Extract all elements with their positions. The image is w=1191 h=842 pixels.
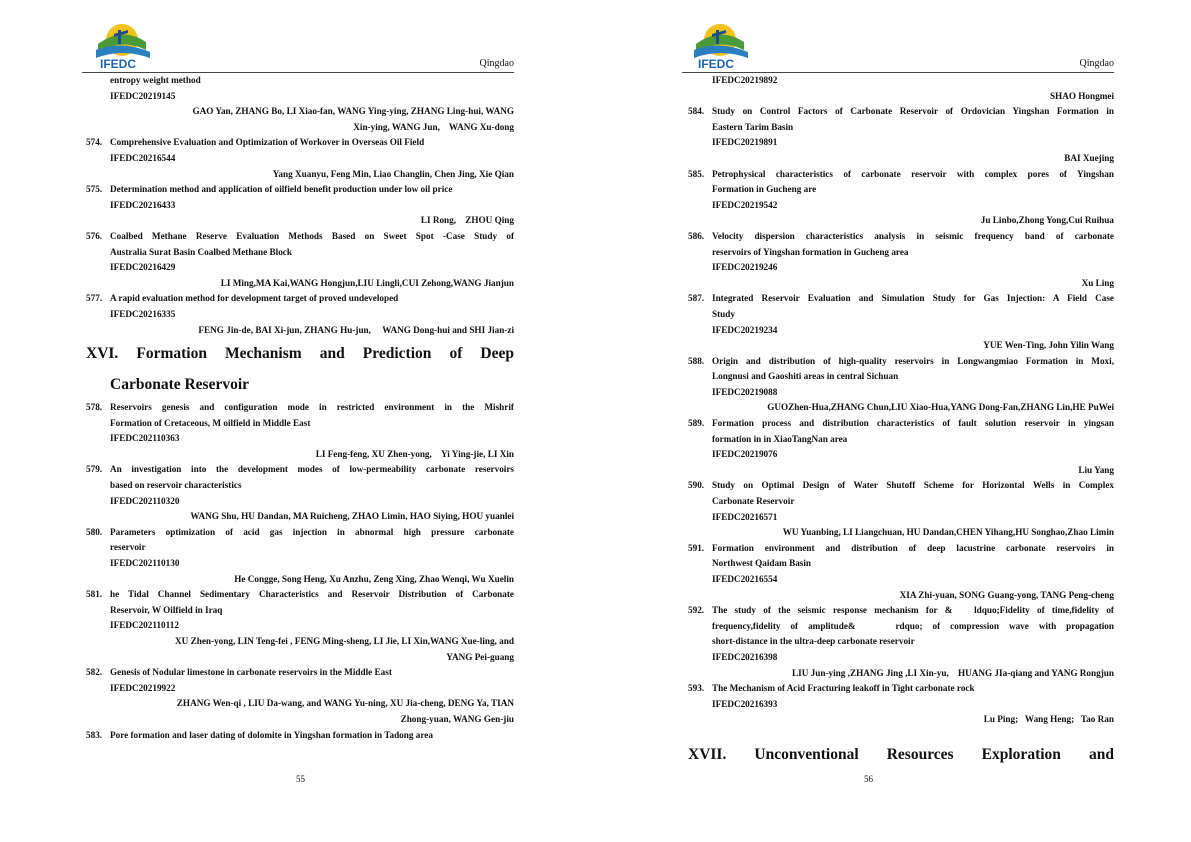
entry-authors: Yang Xuanyu, Feng Min, Liao Changlin, Chen Jing, Xie Qian xyxy=(272,168,514,179)
entry-paper-id: IFEDC20219246 xyxy=(712,262,778,273)
entry-text-line: entropy weight method xyxy=(110,75,201,85)
entry-text-line: reservoir xyxy=(110,542,146,553)
entry-paper-id: IFEDC20219892 xyxy=(712,75,778,85)
entry-title xyxy=(688,167,1114,183)
entry-title xyxy=(86,587,514,603)
section-spacer xyxy=(688,728,1114,739)
entry-authors: Xin-ying, WANG Jun, WANG Xu-dong xyxy=(353,121,514,132)
entry-title xyxy=(86,291,514,307)
entry-title xyxy=(86,229,514,245)
entry-text-line: Eastern Tarim Basin xyxy=(712,121,794,132)
entry-title xyxy=(86,525,514,541)
entry-number: 579. xyxy=(86,464,103,475)
entry-number: 586. xyxy=(688,230,705,241)
entry-paper-id: IFEDC20219922 xyxy=(110,682,176,693)
entry-number: 576. xyxy=(86,230,103,241)
entry-title-text: he Tidal Channel Sedimentary Characteristics and Reservoir Distribution of Carbonate xyxy=(110,589,514,600)
entry-paper-id: IFEDC20216429 xyxy=(110,262,176,273)
svg-text:IFEDC: IFEDC xyxy=(698,57,734,70)
left-page-body xyxy=(86,73,514,743)
entry-authors: YUE Wen-Ting, John Yilin Wang xyxy=(983,340,1114,351)
entry-title-text: Formation environment and distribution of deep lacustrine carbonate reservoirs in xyxy=(712,542,1114,553)
left-page xyxy=(0,0,595,842)
svg-text:IFEDC: IFEDC xyxy=(100,57,136,70)
entry-paper-id: IFEDC20216393 xyxy=(712,698,778,709)
entry-paper-id: IFEDC20219145 xyxy=(110,90,176,101)
section-heading: XVII. Unconventional Resources Exploration and xyxy=(688,745,1114,763)
entry-number: 592. xyxy=(688,605,705,616)
entry-number: 593. xyxy=(688,683,705,694)
entry-number: 583. xyxy=(86,729,103,740)
right-page xyxy=(596,0,1191,842)
entry-title xyxy=(688,681,1114,697)
entry-title xyxy=(688,229,1114,245)
entry-text-line: Carbonate Reservoir xyxy=(712,496,795,507)
entry-authors: LI Feng-feng, XU Zhen-yong, Yi Ying-jie, LI Xin xyxy=(315,448,514,459)
entry-text-line: reservoirs of Yingshan formation in Gucheng area xyxy=(712,246,909,257)
entry-title-text: Origin and distribution of high-quality reservoirs in Longwangmiao Formation in Moxi, xyxy=(712,355,1114,366)
entry-text-line: Longnusi and Gaoshiti areas in central Sichuan xyxy=(712,371,899,382)
entry-authors: Zhong-yuan, WANG Gen-jiu xyxy=(400,713,514,724)
entry-title-text: The study of the seismic response mechanism for & ldquo;Fidelity of time,fidelity of xyxy=(712,605,1114,616)
entry-authors: Lu Ping; Wang Heng; Tao Ran xyxy=(983,714,1114,725)
entry-title-text: Formation process and distribution characteristics of fault solution reservoir in yingsan xyxy=(712,418,1114,429)
entry-number: 578. xyxy=(86,402,103,413)
entry-paper-id: IFEDC202110130 xyxy=(110,558,180,569)
entry-authors: Liu Yang xyxy=(1078,464,1114,475)
entry-authors: SHAO Hongmei xyxy=(1049,90,1114,101)
entry-title-text: A rapid evaluation method for development target of proved undeveloped xyxy=(110,293,399,304)
entry-paper-id: IFEDC20216571 xyxy=(712,511,778,522)
entry-authors: FENG Jin-de, BAI Xi-jun, ZHANG Hu-jun, WANG Dong-hui and SHI Jian-zi xyxy=(198,324,514,335)
entry-title-text: Reservoirs genesis and configuration mode in restricted environment in the Mishrif xyxy=(110,402,514,413)
entry-number: 575. xyxy=(86,184,103,195)
entry-title-text: Determination method and application of oilfield benefit production under low oil price xyxy=(110,184,453,195)
entry-number: 588. xyxy=(688,355,705,366)
page-number: 55 xyxy=(296,774,305,784)
entry-title-text: Comprehensive Evaluation and Optimization of Workover in Overseas Oil Field xyxy=(110,137,425,148)
entry-paper-id: IFEDC202110112 xyxy=(110,620,179,631)
entry-title-text: Coalbed Methane Reserve Evaluation Methods Based on Sweet Spot -Case Study of xyxy=(110,230,514,241)
entry-authors: XU Zhen-yong, LIN Teng-fei , FENG Ming-sheng, LI Jie, LI Xin,WANG Xue-ling, and xyxy=(175,636,514,646)
entry-title xyxy=(86,728,514,744)
entry-title-text: Parameters optimization of acid gas injection in abnormal high pressure carbonate xyxy=(110,526,514,537)
entry-authors: WANG Shu, HU Dandan, MA Ruicheng, ZHAO Limin, HAO Siying, HOU yuanlei xyxy=(190,511,514,522)
entry-paper-id: IFEDC202110320 xyxy=(110,495,180,506)
entry-authors: YANG Pei-guang xyxy=(446,651,514,662)
entry-title-text: Study on Control Factors of Carbonate Reservoir of Ordovician Yingshan Formation in xyxy=(712,106,1114,117)
entry-title xyxy=(86,462,514,478)
entry-text-line: frequency,fidelity of amplitude& rdquo; of compression wave with propagation xyxy=(712,620,1114,631)
entry-authors: LI Rong, ZHOU Qing xyxy=(420,215,514,226)
entry-number: 585. xyxy=(688,168,705,179)
entry-title xyxy=(688,603,1114,619)
entry-paper-id: IFEDC20219076 xyxy=(712,449,778,460)
entry-text-line: formation in in XiaoTangNan area xyxy=(712,433,848,444)
entry-number: 577. xyxy=(86,293,103,304)
entry-paper-id: IFEDC20219542 xyxy=(712,199,778,210)
entry-authors: Xu Ling xyxy=(1081,277,1114,288)
header-city: Qingdao xyxy=(1079,58,1114,69)
entry-authors: ZHANG Wen-qi , LIU Da-wang, and WANG Yu-ning, XU Jia-cheng, DENG Ya, TIAN xyxy=(176,698,514,709)
section-heading: XVI. Formation Mechanism and Prediction of Deep xyxy=(86,345,514,363)
entry-title xyxy=(688,104,1114,120)
entry-title xyxy=(688,541,1114,557)
entry-paper-id: IFEDC20216544 xyxy=(110,152,176,163)
entry-title-text: An investigation into the development modes of low-permeability carbonate reservoirs xyxy=(110,464,514,475)
ifedc-logo xyxy=(690,20,754,70)
entry-title-text: Petrophysical characteristics of carbonate reservoir with complex pores of Yingshan xyxy=(712,168,1114,179)
header-city: Qingdao xyxy=(479,58,514,69)
entry-text-line: Northwest Qaidam Basin xyxy=(712,558,812,569)
entry-title xyxy=(86,665,514,681)
entry-paper-id: IFEDC202110363 xyxy=(110,433,180,444)
entry-title xyxy=(688,478,1114,494)
entry-paper-id: IFEDC20216335 xyxy=(110,308,176,319)
entry-title-text: Genesis of Nodular limestone in carbonate reservoirs in the Middle East xyxy=(110,667,392,678)
entry-authors: WU Yuanbing, LI Liangchuan, HU Dandan,CHEN Yihang,HU Songhao,Zhao Limin xyxy=(782,527,1114,538)
entry-title xyxy=(86,135,514,151)
entry-title xyxy=(86,182,514,198)
entry-paper-id: IFEDC20219891 xyxy=(712,137,778,148)
entry-paper-id: IFEDC20219234 xyxy=(712,324,778,335)
entry-title-text: Study on Optimal Design of Water Shutoff Scheme for Horizontal Wells in Complex xyxy=(712,480,1114,491)
entry-number: 584. xyxy=(688,106,705,117)
entry-authors: GUOZhen-Hua,ZHANG Chun,LIU Xiao-Hua,YANG Dong-Fan,ZHANG Lin,HE PuWei xyxy=(767,402,1114,413)
entry-text-line: Reservoir, W Oilfield in Iraq xyxy=(110,604,223,615)
entry-authors: LIU Jun-ying ,ZHANG Jing ,LI Xin-yu, HUANG JIa-qiang and YANG Rongjun xyxy=(792,667,1114,678)
page-number: 56 xyxy=(864,774,873,784)
entry-number: 590. xyxy=(688,480,705,491)
entry-number: 580. xyxy=(86,526,103,537)
entry-authors: LI Ming,MA Kai,WANG Hongjun,LIU Lingli,CUI Zehong,WANG Jianjun xyxy=(220,277,514,288)
ifedc-logo xyxy=(92,20,156,70)
entry-title xyxy=(688,354,1114,370)
entry-text-line: short-distance in the ultra-deep carbonate reservoir xyxy=(712,636,915,647)
entry-number: 582. xyxy=(86,667,103,678)
entry-text-line: Study xyxy=(712,308,735,319)
entry-authors: BAI Xuejing xyxy=(1064,152,1114,163)
entry-title-text: Velocity dispersion characteristics analysis in seismic frequency band of carbonate xyxy=(712,230,1114,241)
entry-title-text: Pore formation and laser dating of dolomite in Yingshan formation in Tadong area xyxy=(110,729,433,740)
entry-title-text: The Mechanism of Acid Fracturing leakoff in Tight carbonate rock xyxy=(712,683,975,694)
entry-text-line: Formation of Cretaceous, M oilfield in Middle East xyxy=(110,417,311,428)
entry-number: 591. xyxy=(688,542,705,553)
entry-title xyxy=(688,291,1114,307)
section-heading-continued: Carbonate Reservoir xyxy=(110,376,250,394)
entry-paper-id: IFEDC20216433 xyxy=(110,199,176,210)
entry-authors: GAO Yan, ZHANG Bo, LI Xiao-fan, WANG Ying-ying, ZHANG Ling-hui, WANG xyxy=(192,106,514,117)
entry-text-line: based on reservoir characteristics xyxy=(110,480,242,491)
entry-title xyxy=(688,416,1114,432)
entry-paper-id: IFEDC20216398 xyxy=(712,651,778,662)
right-page-body xyxy=(688,73,1114,770)
entry-number: 574. xyxy=(86,137,103,148)
entry-authors: Ju Linbo,Zhong Yong,Cui Ruihua xyxy=(980,215,1114,226)
entry-title-text: Integrated Reservoir Evaluation and Simulation Study for Gas Injection: A Field Case xyxy=(712,293,1114,304)
entry-number: 589. xyxy=(688,418,705,429)
entry-authors: He Congge, Song Heng, Xu Anzhu, Zeng Xing, Zhao Wenqi, Wu Xuelin xyxy=(234,573,514,584)
entry-paper-id: IFEDC20219088 xyxy=(712,386,778,397)
entry-text-line: Formation in Gucheng are xyxy=(712,184,817,195)
entry-number: 587. xyxy=(688,293,705,304)
entry-title xyxy=(86,400,514,416)
entry-text-line: Australia Surat Basin Coalbed Methane Block xyxy=(110,246,292,257)
entry-number: 581. xyxy=(86,589,103,600)
entry-paper-id: IFEDC20216554 xyxy=(712,574,778,584)
entry-authors: XIA Zhi-yuan, SONG Guang-yong, TANG Peng-cheng xyxy=(899,589,1114,600)
